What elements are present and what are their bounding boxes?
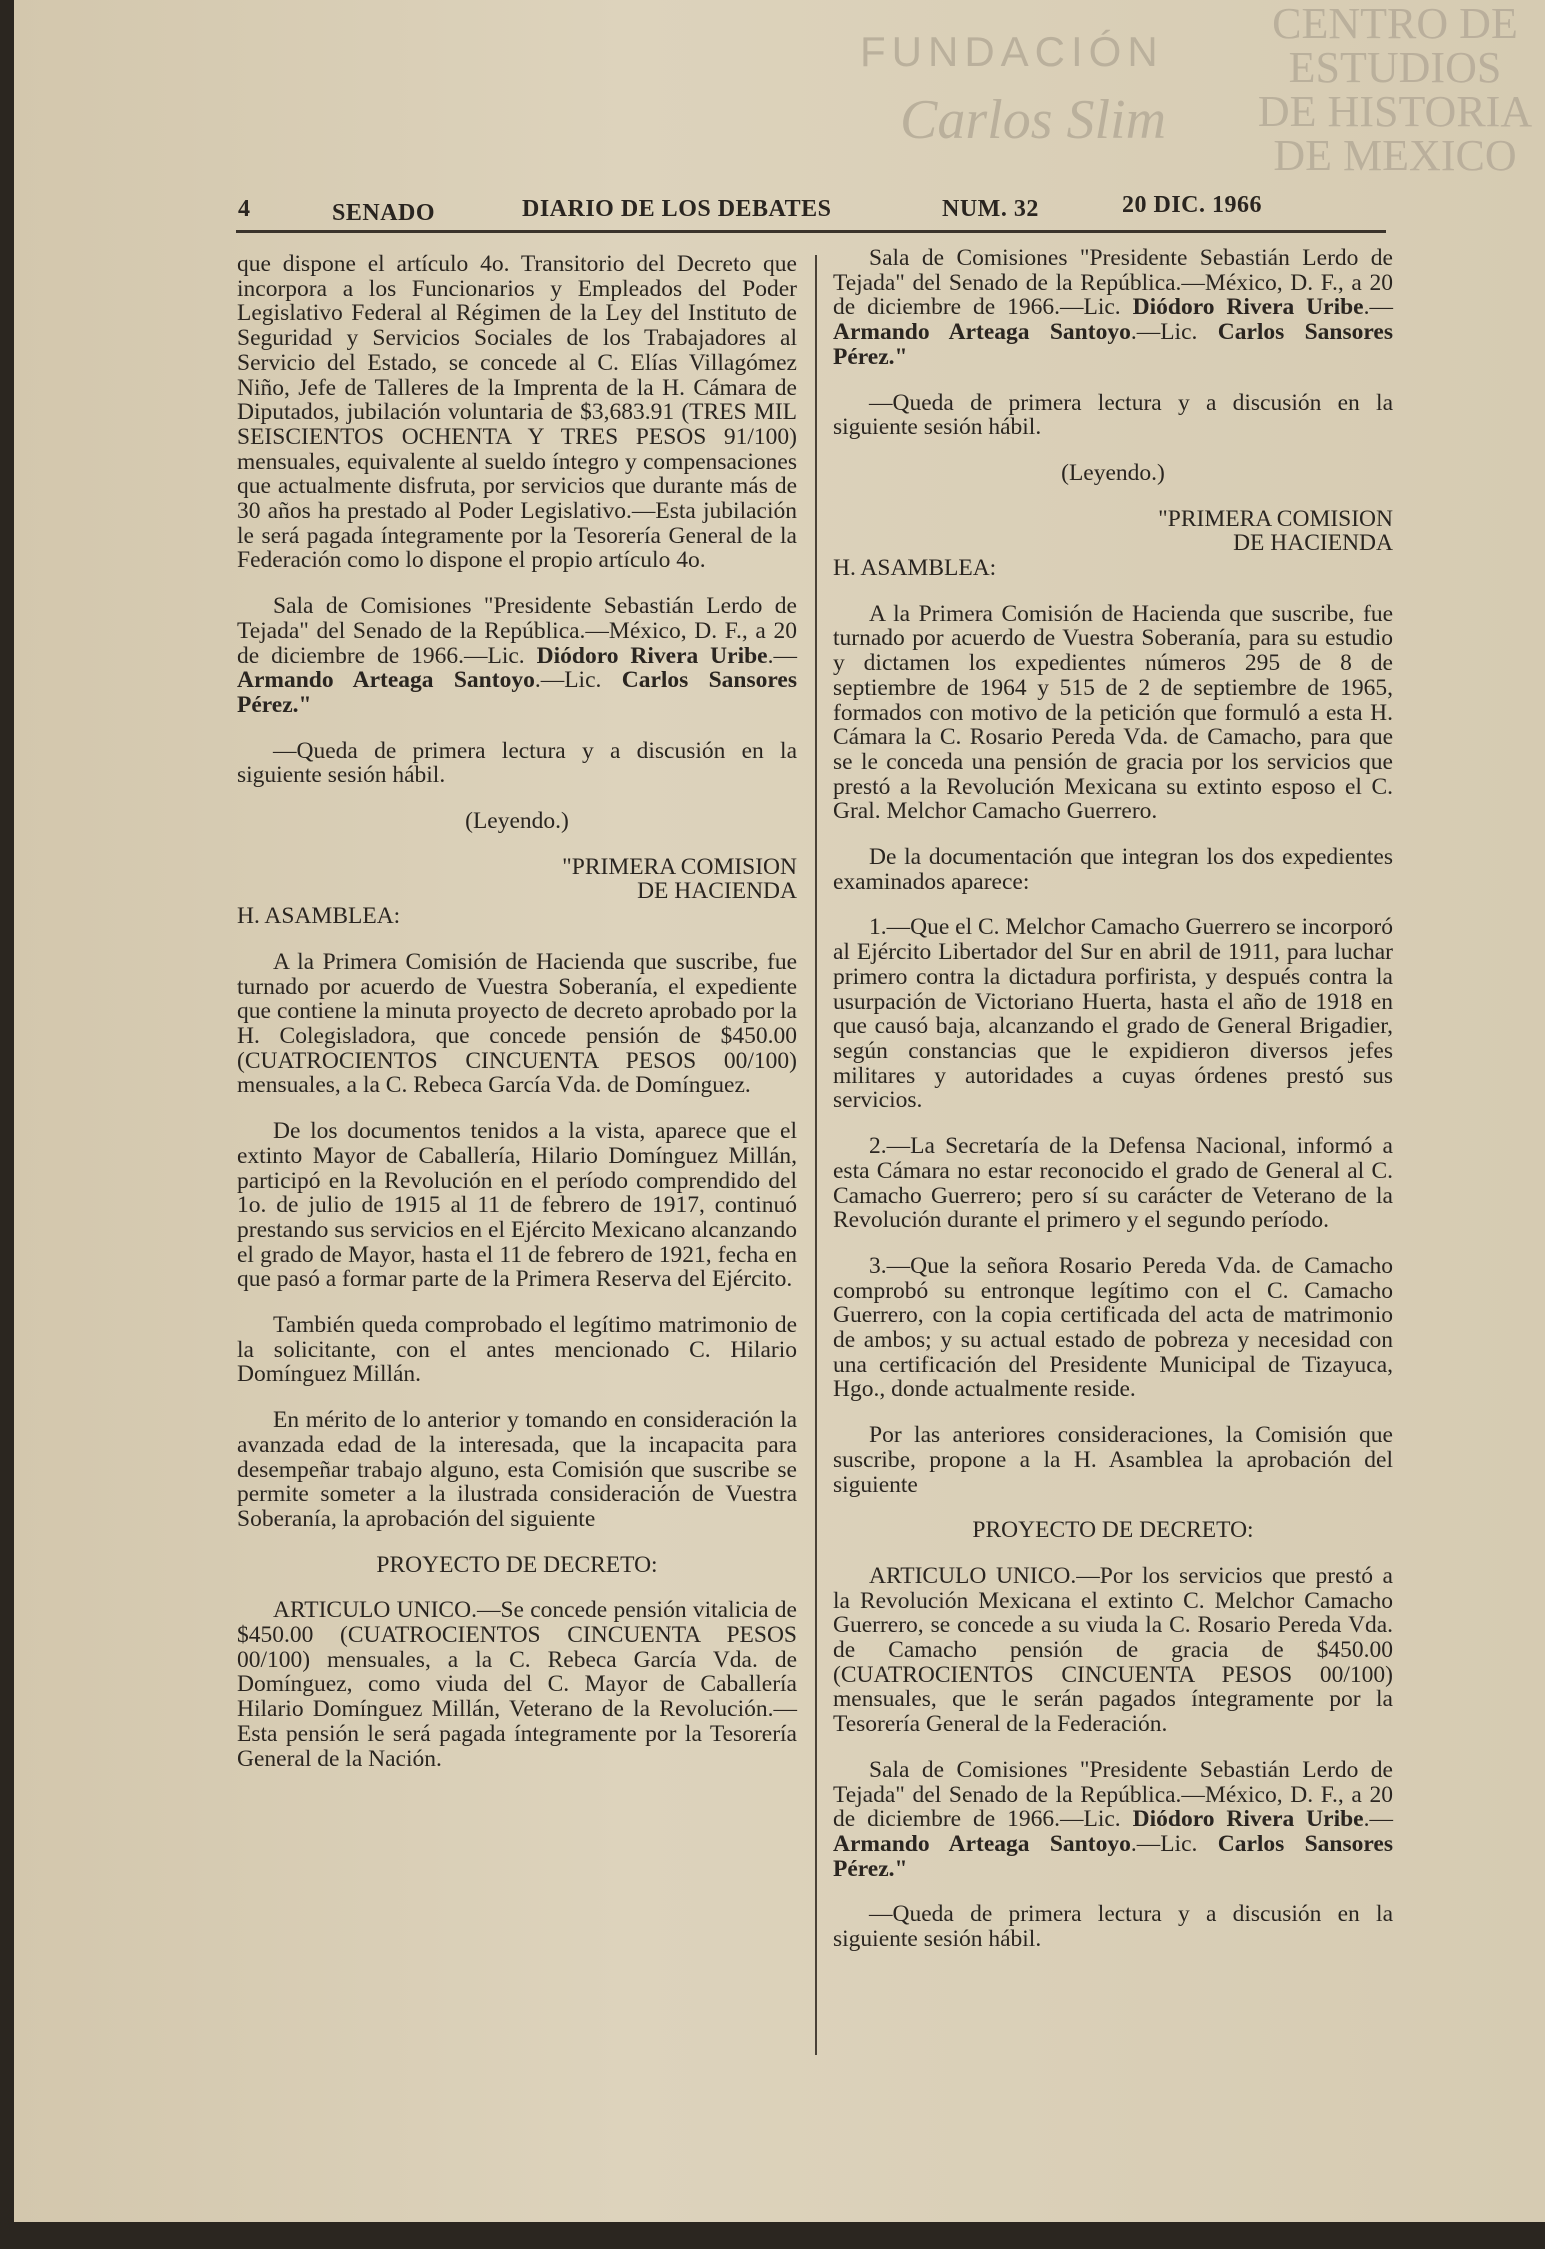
- signatory: Carlos Sansores Pérez.": [237, 667, 797, 718]
- paragraph: A la Primera Comisión de Hacienda que suscribe, fue turnado por acuerdo de Vuestra Soberanía, el expediente que contiene la minuta proyecto de decreto aprobado por la H. Colegisladora, que concede pensión de $450.00 (CUATROCIENTOS CINCUENTA PESOS 00/100) mensuales, a la C. Rebeca García Vda. de Domínguez.: [237, 948, 797, 1099]
- paragraph: De los documentos tenidos a la vista, aparece que el extinto Mayor de Caballería, Hilario Domínguez Millán, participó en la Revolución en el período comprendido del 1o. de julio de 1915 al 11 de febrero de 1917, continuó prestando sus servicios en el Ejército Mexicano alcanzando el grado de Mayor, hasta el 11 de febrero de 1921, fecha en que pasó a formar parte de la Primera Reserva del Ejército.: [237, 1118, 797, 1293]
- paragraph: —Queda de primera lectura y a discusión en la siguiente sesión hábil.: [833, 389, 1393, 441]
- separator: .—: [767, 642, 797, 669]
- paragraph: También queda comprobado el legítimo matrimonio de la solicitante, con el antes mencionado C. Hilario Domínguez Millán.: [237, 1312, 797, 1388]
- signatory: Armando Arteaga Santoyo: [833, 1830, 1131, 1857]
- committee-heading: "PRIMERA COMISION: [562, 853, 797, 880]
- chamber: SENADO: [332, 200, 436, 226]
- issue-number: NUM. 32: [942, 196, 1039, 222]
- paragraph: 1.—Que el C. Melchor Camacho Guerrero se incorporó al Ejército Libertador del Sur en abril de 1911, para luchar primero contra la dictadura porfirista, y después contra la usurpación de Victoriano Huerta, hasta el año de 1918 en que causó baja, alcanzando el grado de General Brigadier, según constancias que le expidieron diversos jefes militares y autoridades a cuyas órdenes prestó sus servicios.: [833, 914, 1394, 1114]
- signatory: Diódoro Rivera Uribe: [1132, 294, 1364, 321]
- paragraph: 3.—Que la señora Rosario Pereda Vda. de Camacho comprobó su entronque legítimo con el C. Camacho Guerrero, con la copia certificada del acta de matrimonio de ambos; y su actual estado de pobreza y necesidad con una certificación del Presidente Municipal de Tizayuca, Hgo., donde actualmente reside.: [833, 1252, 1393, 1403]
- section-heading: PROYECTO DE DECRETO:: [376, 1551, 658, 1578]
- committee-heading: "PRIMERA COMISION: [1158, 505, 1393, 532]
- committee-heading: DE HACIENDA: [1233, 530, 1393, 557]
- watermark-line: DE HISTORIA: [1257, 87, 1533, 136]
- paragraph: 2.—La Secretaría de la Defensa Nacional, informó a esta Cámara no estar reconocido el grado de General al C. Camacho Guerrero; pero sí su carácter de Veterano de la Revolución durante el primero y el segundo período.: [833, 1133, 1393, 1234]
- watermark-signature: Carlos Slim: [900, 89, 1167, 151]
- reading-note: (Leyendo.): [465, 808, 569, 835]
- signatory: Carlos Sansores Pérez.": [833, 1830, 1393, 1882]
- watermark-line: ESTUDIOS: [1288, 43, 1502, 92]
- signatory: Diódoro Rivera Uribe: [1132, 1806, 1364, 1833]
- reading-note: (Leyendo.): [1061, 459, 1165, 486]
- salutation: H. ASAMBLEA:: [833, 555, 997, 582]
- paragraph: —Queda de primera lectura y a discusión en la siguiente sesión hábil.: [833, 1901, 1393, 1953]
- left-column: [237, 252, 797, 1792]
- separator: .—Lic.: [1130, 1830, 1218, 1857]
- signature-text: Sala de Comisiones "Presidente Sebastián Lerdo de Tejada" del Senado de la República.—México, D. F., a 20 de diciembre de 1966.—Lic.: [833, 1756, 1393, 1833]
- signatory: Armando Arteaga Santoyo: [237, 667, 535, 694]
- signature-text: Sala de Comisiones "Presidente Sebastián Lerdo de Tejada" del Senado de la República.—México, D. F., a 20 de diciembre de 1966.—Lic.: [237, 593, 797, 669]
- separator: .—Lic.: [534, 667, 622, 694]
- signature-block: [237, 594, 797, 718]
- page-number: 4: [238, 196, 251, 222]
- paragraph: ARTICULO UNICO.—Se concede pensión vitalicia de $450.00 (CUATROCIENTOS CINCUENTA PESOS 00/100) mensuales, a la C. Rebeca García Vda. de Domínguez, como viuda del C. Mayor de Caballería Hilario Domínguez Millán, Veterano de la Revolución.—Esta pensión le será pagada íntegramente por la Tesorería General de la Nación.: [237, 1597, 797, 1772]
- paragraph: De la documentación que integran los dos expedientes examinados aparece:: [833, 844, 1393, 895]
- page-header: [238, 188, 1268, 224]
- separator: .—: [1363, 294, 1393, 321]
- section-heading: PROYECTO DE DECRETO:: [972, 1517, 1254, 1544]
- signature-text: Sala de Comisiones "Presidente Sebastián Lerdo de Tejada" del Senado de la República.—México, D. F., a 20 de diciembre de 1966.—Lic.: [833, 245, 1393, 321]
- signatory: Carlos Sansores Pérez.": [833, 319, 1393, 370]
- signature-block: [833, 246, 1393, 370]
- publication-title: DIARIO DE LOS DEBATES: [522, 196, 832, 222]
- signature-block: [833, 1758, 1393, 1882]
- watermark-line: CENTRO DE: [1272, 0, 1518, 48]
- right-column: [833, 246, 1393, 1973]
- signatory: Armando Arteaga Santoyo: [833, 319, 1131, 346]
- paragraph: ARTICULO UNICO.—Por los servicios que prestó a la Revolución Mexicana el extinto C. Melchor Camacho Guerrero, se concede a su viuda la C. Rosario Pereda Vda. de Camacho pensión de gracia de $450.00 (CUATROCIENTOS CINCUENTA PESOS 00/100) mensuales, que le serán pagados íntegramente por la Tesorería General de la Federación.: [833, 1562, 1393, 1738]
- column-rule: [815, 255, 817, 2055]
- signatory: Diódoro Rivera Uribe: [536, 642, 768, 669]
- issue-date: 20 DIC. 1966: [1122, 192, 1263, 218]
- paragraph: que dispone el artículo 4o. Transitorio del Decreto que incorpora a los Funcionarios y Empleados del Poder Legislativo Federal al Régimen de la Ley del Instituto de Seguridad y Servicios Sociales de los Trabajadores al Servicio del Estado, se concede al C. Elías Villagómez Niño, Jefe de Talleres de la Imprenta de la H. Cámara de Diputados, jubilación voluntaria de $3,683.91 (TRES MIL SEISCIENTOS OCHENTA Y TRES PESOS 91/100) mensuales, equivalente al sueldo íntegro y compensaciones que actualmente disfruta, por servicios que durante más de 30 años ha prestado al Poder Legislativo.—Esta jubilación le será pagada íntegramente por la Tesorería General de la Federación como lo dispone el propio artículo 4o.: [237, 251, 797, 574]
- watermark-fundacion: FUNDACIÓN: [860, 28, 1164, 75]
- header-rule: [236, 230, 1386, 233]
- separator: .—Lic.: [1130, 319, 1218, 346]
- paragraph: A la Primera Comisión de Hacienda que suscribe, fue turnado por acuerdo de Vuestra Soberanía, para su estudio y dictamen los expedientes números 295 de 8 de septiembre de 1964 y 515 de 2 de septiembre de 1965, formados con motivo de la petición que formuló a esta H. Cámara la C. Rosario Pereda Vda. de Camacho, para que se le conceda una pensión de gracia por los servicios que prestó a la Revolución Mexicana su extinto esposo el C. Gral. Melchor Camacho Guerrero.: [833, 600, 1393, 825]
- committee-heading: DE HACIENDA: [637, 878, 797, 905]
- watermark: [1255, 2, 1535, 178]
- paragraph: —Queda de primera lectura y a discusión en la siguiente sesión hábil.: [237, 737, 797, 789]
- separator: .—: [1363, 1806, 1393, 1833]
- salutation: H. ASAMBLEA:: [237, 903, 401, 930]
- watermark-line: DE MEXICO: [1273, 131, 1517, 180]
- paragraph: En mérito de lo anterior y tomando en consideración la avanzada edad de la interesada, que la incapacita para desempeñar trabajo alguno, esta Comisión que suscribe se permite someter a la ilustrada consideración de Vuestra Soberanía, la aprobación del siguiente: [237, 1407, 797, 1532]
- paragraph: Por las anteriores consideraciones, la Comisión que suscribe, propone a la H. Asamblea la aprobación del siguiente: [833, 1422, 1393, 1498]
